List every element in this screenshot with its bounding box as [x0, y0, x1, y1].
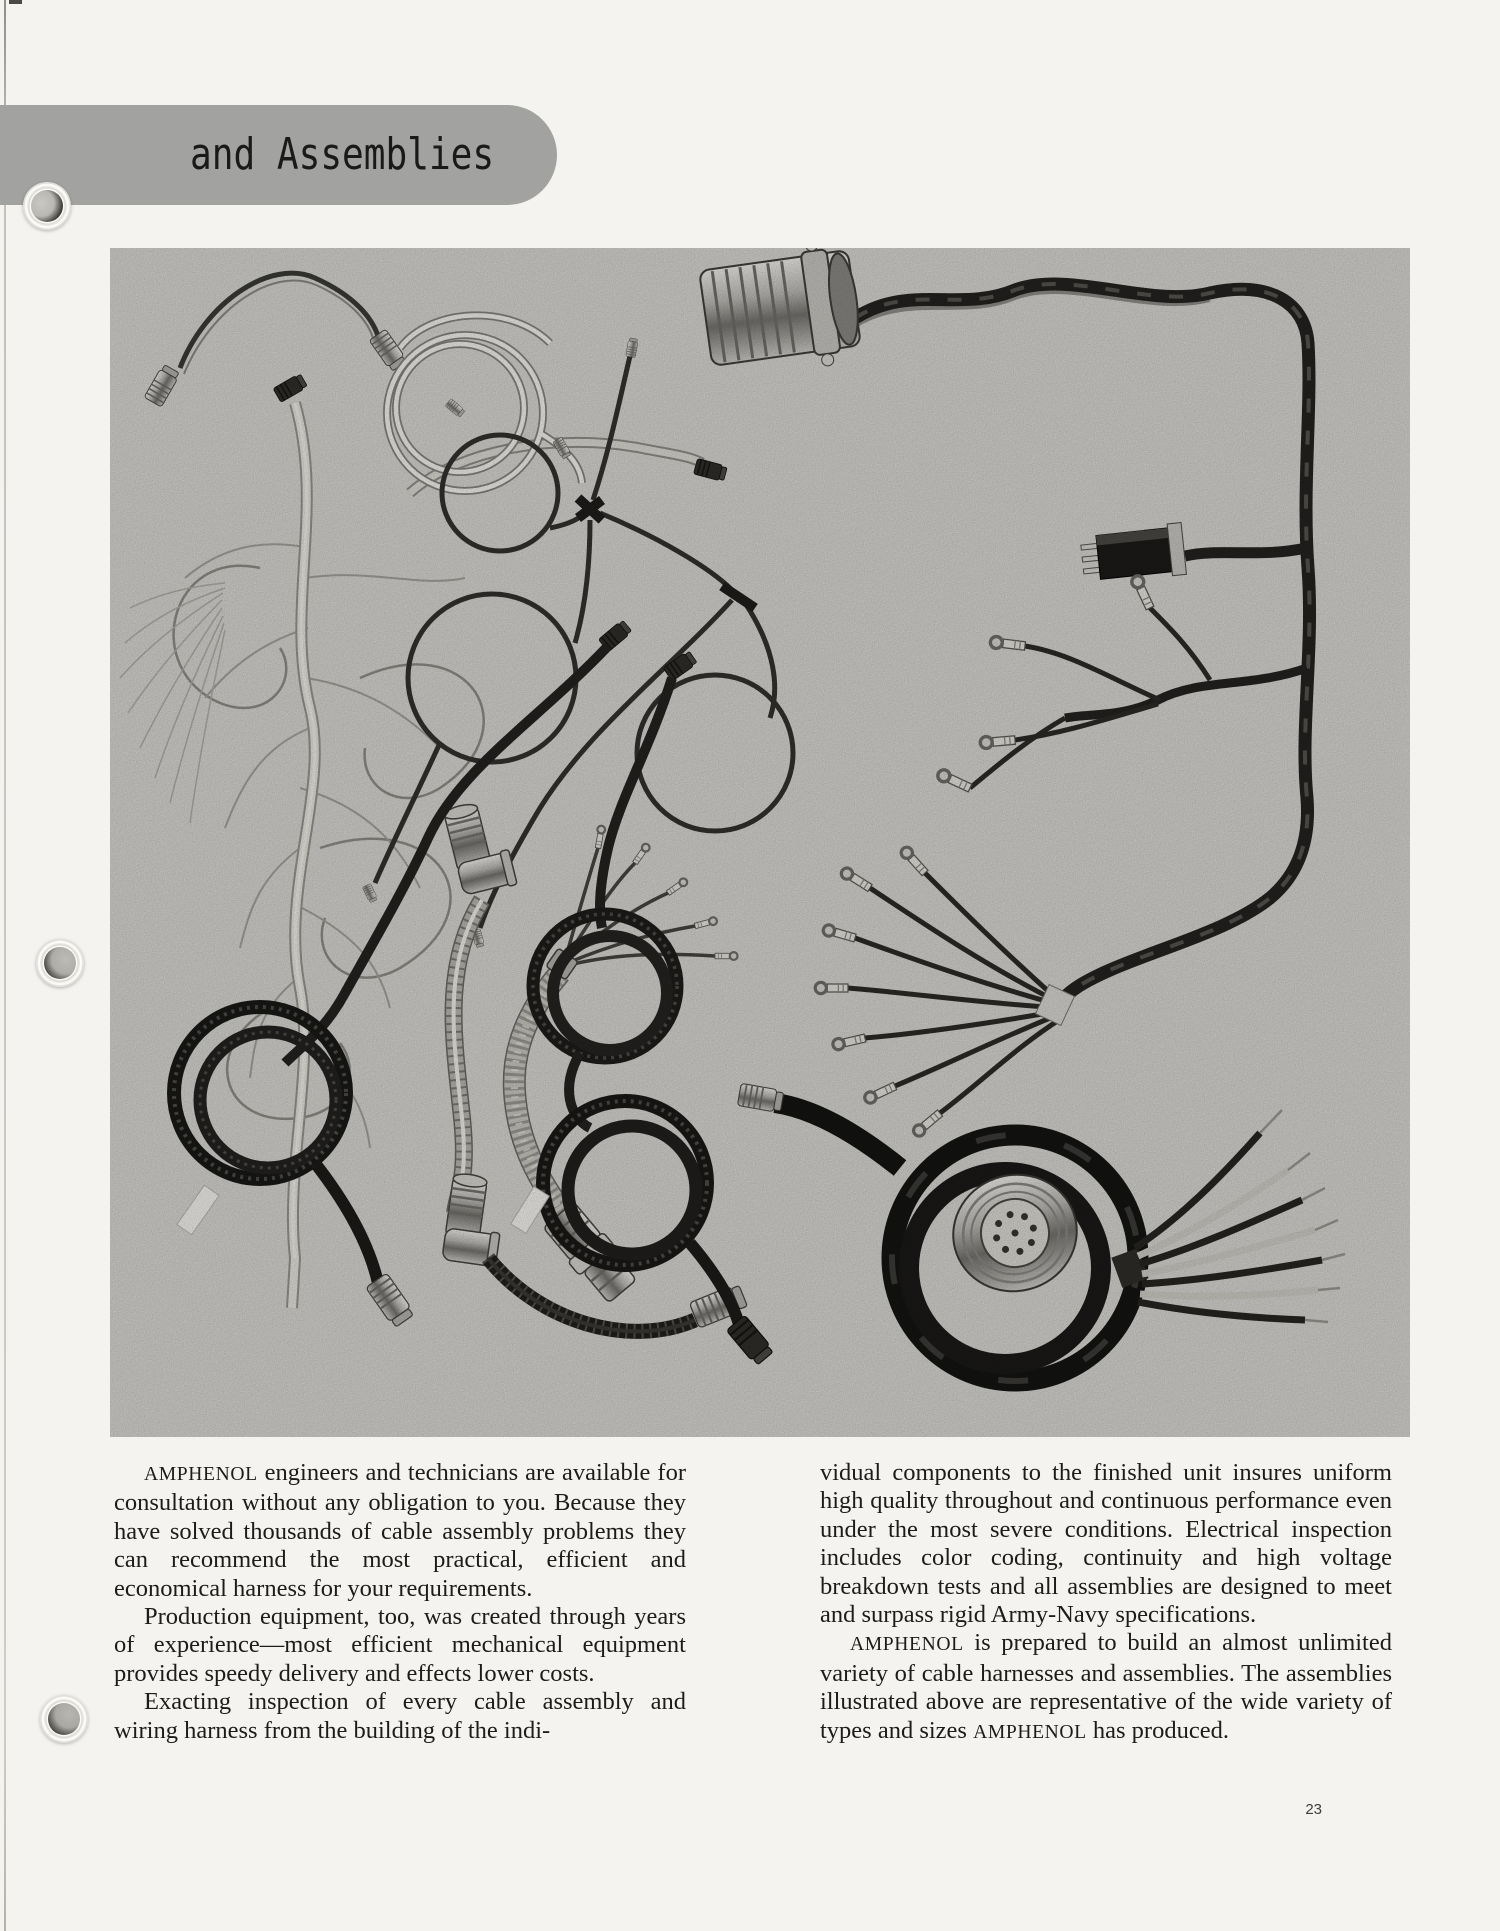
punch-hole [23, 182, 71, 230]
paragraph: vidual components to the finished unit insures uniform high quality throughout and continuous performance even under the most severe conditions. Electrical inspection includes color coding, continuity and high voltage breakdown tests and all assemblies are designed to meet and surpass rigid Army-Navy specifications. [820, 1459, 1392, 1629]
punch-hole-inner [44, 947, 76, 979]
section-banner [0, 105, 557, 205]
section-title: and Assemblies [190, 129, 495, 180]
page-edge-line [4, 0, 6, 1931]
paragraph: AMPHENOL is prepared to build an almost unlimited variety of cable harnesses and assemblies. The assemblies illustrated above are representative of the wide variety of types and sizes AMPHENOL has produced. [820, 1629, 1392, 1744]
photo-grain [110, 248, 1410, 1437]
punch-hole-inner [31, 190, 63, 222]
article-right-column [820, 1459, 1392, 1747]
cable-assemblies-photo [110, 248, 1410, 1437]
article-left-column [114, 1459, 686, 1745]
punch-hole [36, 939, 84, 987]
paragraph: Exacting inspection of every cable assembly and wiring harness from the building of the indi- [114, 1688, 686, 1744]
punch-hole [40, 1695, 88, 1743]
scan-corner-mark [9, 0, 22, 4]
photo-illustration [110, 248, 1410, 1437]
paragraph: AMPHENOL engineers and technicians are available for consultation without any obligation to you. Because they have solved thousands of cable assembly problems they can recommend the most practical, efficient and economical harness for your requirements. [114, 1459, 686, 1602]
page-number: 23 [1305, 1801, 1322, 1818]
punch-hole-inner [48, 1703, 80, 1735]
paragraph: Production equipment, too, was created through years of experience—most efficient mechanical equipment provides speedy delivery and effects lower costs. [114, 1603, 686, 1687]
